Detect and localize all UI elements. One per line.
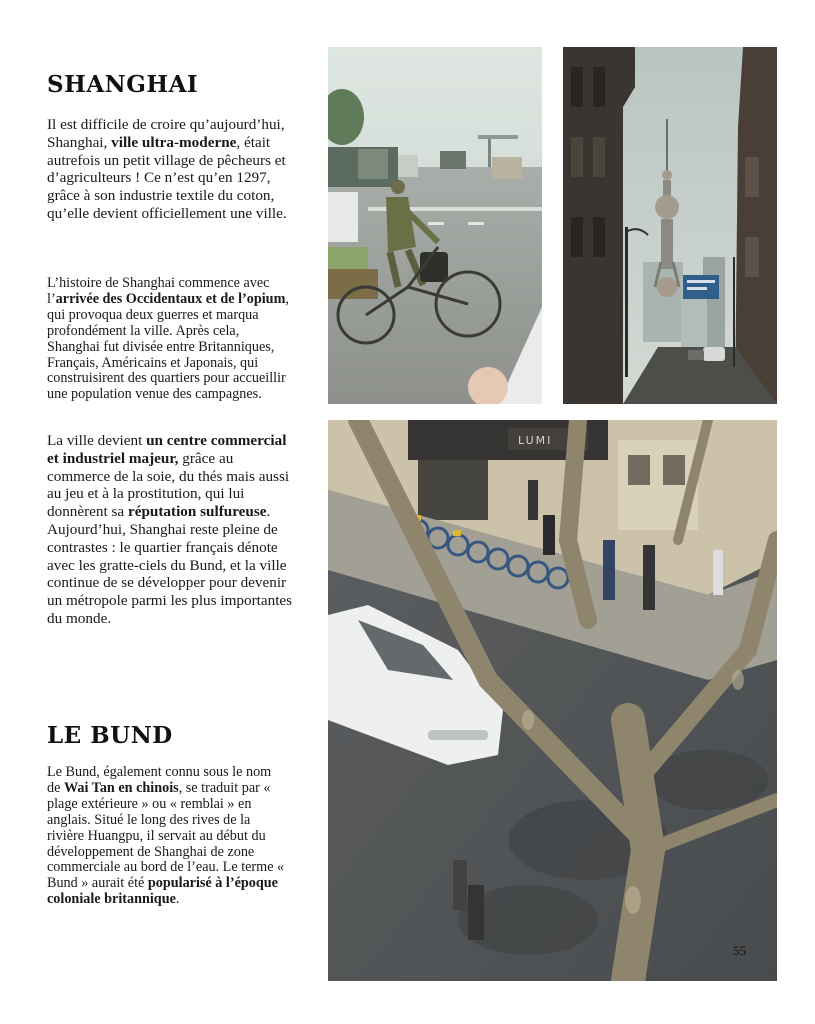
bold-text: ville ultra-moderne [111, 133, 237, 151]
shop-sign-text: LUMI [518, 434, 553, 447]
text-run: , qui provoqua deux guerres et marqua profondément la ville. Après cela, Shanghai fut divisée entre Britanniques, Français, Américains et Japonais, qui construisirent des quartiers pour accueillir une population venue des campagnes. [47, 290, 289, 403]
bold-text: un centre commercial et industriel majeur, [47, 432, 287, 467]
paragraph-shanghai-2 [47, 276, 295, 403]
page-number: 55 [733, 943, 746, 958]
bold-text: réputation sulfureuse [127, 503, 267, 521]
bold-text: Wai Tan en chinois [63, 779, 179, 796]
bold-text: arrivée des Occidentaux et de l’opium [55, 290, 286, 307]
bold-text: popularisé à l’époque coloniale britannique [47, 875, 278, 908]
text-run: grâce au commerce de la soie, du thés mais aussi au jeu et à la prostitution, qui lui donnèrent sa [47, 449, 290, 521]
section-title-shanghai: SHANGHAI [47, 71, 199, 98]
text-run: , était autrefois un petit village de pêcheurs et d’agriculteurs ! Ce n’est qu’en 1297, grâce à son industrie textile du coton, qu’elle devient officiellement une ville. [47, 133, 287, 222]
text-run: Il est difficile de croire qu’aujourd’hui, Shanghai, [47, 116, 285, 151]
text-run: , se traduit par « plage extérieure » ou « remblai » en anglais. Situé le long des rives de la rivière Huangpu, il servait au début du développement de Shanghai de zone commerciale au bord de l’eau. Le terme « Bund » aurait été [47, 779, 285, 892]
text-run: . Aujourd’hui, Shanghai reste pleine de contrastes : le quartier français dénote avec les gratte-ciels du Bund, et la ville continue de se développer pour devenir un métropole parmi les plus importantes du monde. [47, 503, 293, 627]
paragraph-le-bund [47, 765, 287, 908]
photo-cyclist-street [328, 47, 542, 404]
section-title-le-bund: LE BUND [47, 722, 173, 749]
text-run: . [175, 891, 180, 908]
photo-oriental-pearl-tower [563, 47, 777, 404]
paragraph-shanghai-1 [47, 116, 295, 223]
text-run: La ville devient [47, 432, 147, 449]
text-run: Le Bund, également connu sous le nom de [47, 764, 272, 796]
photo-tree-lined-street [328, 420, 777, 981]
text-run: L’histoire de Shanghai commence avec l’ [47, 275, 270, 307]
paragraph-shanghai-3 [47, 432, 295, 628]
